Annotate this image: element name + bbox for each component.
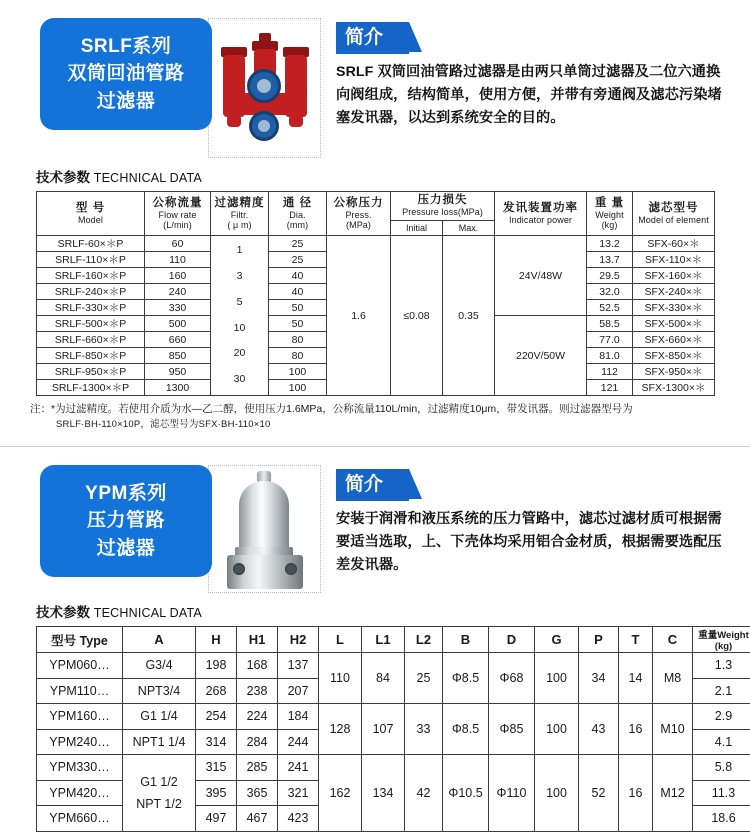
cell-h: 314 (196, 729, 237, 755)
cell-loss-initial: ≤0.08 (391, 236, 443, 396)
cell-l: 128 (319, 704, 362, 755)
duplex-filter-illustration (215, 33, 315, 143)
cell-weight: 13.2 (587, 236, 633, 252)
cell-thread-a (123, 755, 196, 832)
cell-h1: 284 (237, 729, 278, 755)
cell-b: Φ8.5 (443, 653, 489, 704)
cell-nominal-pressure: 1.6 (327, 236, 391, 396)
cell-weight: 18.6 (693, 806, 750, 832)
tech-data-heading-ypm (36, 601, 750, 621)
cell-flow-rate: 60 (145, 236, 211, 252)
thread-a-line-2: NPT 1/2 (136, 796, 182, 811)
cell-flow-rate: 240 (145, 284, 211, 300)
cell-element-model: SFX-330×＊ (633, 300, 715, 316)
cell-thread-a: G3/4 (123, 653, 196, 679)
cell-loss-max: 0.35 (443, 236, 495, 396)
intro-text-srlf: SRLF 双筒回油管路过滤器是由两只单筒过滤器及二位六通换向阀组成，结构简单，使用方便，并带有旁通阀及滤芯污染堵塞发讯器，以达到系统安全的目的。 (336, 64, 722, 126)
cell-weight: 112 (587, 364, 633, 380)
cell-diameter: 25 (269, 252, 327, 268)
cell-model: SRLF-850×＊P (37, 348, 145, 364)
product-photo-ypm (208, 465, 321, 593)
cell-h2: 207 (278, 678, 319, 704)
cell-filtration (211, 236, 269, 396)
table-note-srlf (30, 402, 750, 432)
cell-type: YPM160… (37, 704, 123, 730)
cell-model: SRLF-660×＊P (37, 332, 145, 348)
title-line-3: 过滤器 (96, 90, 156, 112)
cell-element-model: SFX-1300×＊ (633, 380, 715, 396)
cell-c: M8 (653, 653, 693, 704)
tech-data-heading-en: TECHNICAL DATA (93, 606, 202, 620)
cell-weight: 13.7 (587, 252, 633, 268)
th-l2: L2 (405, 627, 443, 653)
table-row (37, 704, 750, 730)
cell-h: 198 (196, 653, 237, 679)
filtration-value: 5 (236, 295, 243, 308)
cell-flow-rate: 950 (145, 364, 211, 380)
cell-c: M12 (653, 755, 693, 832)
cell-weight: 2.9 (693, 704, 750, 730)
filtration-value: 20 (233, 347, 246, 360)
cell-model: SRLF-110×＊P (37, 252, 145, 268)
cell-h1: 467 (237, 806, 278, 832)
tech-data-heading-cn: 技术参数 (36, 170, 90, 185)
note-line-2: SRLF·BH-110×10P，滤芯型号为SFX·BH-110×10 (56, 418, 271, 430)
th-h: H (196, 627, 237, 653)
cell-diameter: 80 (269, 348, 327, 364)
cell-element-model: SFX-950×＊ (633, 364, 715, 380)
th-weight-kg: 重量Weight (kg) (693, 627, 750, 653)
cell-b: Φ8.5 (443, 704, 489, 755)
cell-model: SRLF-330×＊P (37, 300, 145, 316)
cell-h2: 137 (278, 653, 319, 679)
cell-weight: 29.5 (587, 268, 633, 284)
tech-data-heading-cn: 技术参数 (36, 605, 90, 620)
tech-data-heading-srlf (36, 166, 750, 186)
cell-c: M10 (653, 704, 693, 755)
cell-h1: 285 (237, 755, 278, 781)
th-filtration: 过滤精度 Filtr. ( μ m) (211, 192, 269, 236)
cell-l: 162 (319, 755, 362, 832)
intro-badge-srlf: 简介 (336, 22, 409, 54)
title-line-2: 压力管路 (86, 510, 165, 532)
cell-model: SRLF-950×＊P (37, 364, 145, 380)
cell-p: 52 (579, 755, 619, 832)
cell-weight: 52.5 (587, 300, 633, 316)
cell-g: 100 (535, 704, 579, 755)
cell-element-model: SFX-110×＊ (633, 252, 715, 268)
pressure-filter-illustration (223, 467, 307, 591)
cell-weight: 1.3 (693, 653, 750, 679)
cell-thread-a: G1 1/4 (123, 704, 196, 730)
th-t: T (619, 627, 653, 653)
th-h2: H2 (278, 627, 319, 653)
intro-badge-ypm: 简介 (336, 469, 409, 501)
thread-a-line-1: G1 1/2 (140, 774, 178, 789)
cell-g: 100 (535, 653, 579, 704)
cell-h: 254 (196, 704, 237, 730)
cell-model: SRLF-60×＊P (37, 236, 145, 252)
spec-table-srlf (36, 191, 715, 396)
th-g: G (535, 627, 579, 653)
table-header-row (37, 627, 750, 653)
cell-weight: 32.0 (587, 284, 633, 300)
cell-diameter: 50 (269, 300, 327, 316)
th-model: 型 号 Model (37, 192, 145, 236)
cell-indicator-power-2: 220V/50W (495, 316, 587, 396)
cell-h2: 321 (278, 780, 319, 806)
th-pressure-loss: 压力损失 Pressure loss(MPa) (391, 192, 495, 221)
cell-thread-a: NPT3/4 (123, 678, 196, 704)
cell-t: 14 (619, 653, 653, 704)
th-element-model: 滤芯型号 Model of element (633, 192, 715, 236)
cell-model: SRLF-160×＊P (37, 268, 145, 284)
cell-l: 110 (319, 653, 362, 704)
section-ypm (0, 447, 750, 832)
cell-diameter: 25 (269, 236, 327, 252)
spec-table-ypm (36, 626, 750, 832)
cell-weight: 58.5 (587, 316, 633, 332)
cell-h1: 168 (237, 653, 278, 679)
hero-ypm (0, 447, 750, 593)
cell-h2: 241 (278, 755, 319, 781)
cell-weight: 2.1 (693, 678, 750, 704)
table-row (37, 236, 715, 252)
hero-right-ypm (330, 465, 750, 577)
cell-diameter: 40 (269, 268, 327, 284)
th-loss-max: Max. (443, 220, 495, 235)
cell-l1: 107 (362, 704, 405, 755)
cell-diameter: 80 (269, 332, 327, 348)
table-row (37, 653, 750, 679)
note-line-1: 注：*为过滤精度。若使用介质为水—乙二醇，使用压力1.6MPa，公称流量110L/min，过滤精度10μm，带发讯器。则过滤器型号为 (30, 403, 633, 415)
cell-g: 100 (535, 755, 579, 832)
cell-h2: 184 (278, 704, 319, 730)
cell-d: Φ68 (489, 653, 535, 704)
cell-l1: 134 (362, 755, 405, 832)
th-l1: L1 (362, 627, 405, 653)
cell-model: SRLF-1300×＊P (37, 380, 145, 396)
title-line-3: 过滤器 (96, 537, 156, 559)
th-p: P (579, 627, 619, 653)
cell-diameter: 100 (269, 380, 327, 396)
cell-l2: 33 (405, 704, 443, 755)
cell-thread-a: NPT1 1/4 (123, 729, 196, 755)
product-title-card-ypm (40, 465, 212, 577)
cell-type: YPM110… (37, 678, 123, 704)
th-type: 型号 Type (37, 627, 123, 653)
th-diameter: 通 径 Dia. (mm) (269, 192, 327, 236)
th-flow-rate: 公称流量 Flow rate (L/min) (145, 192, 211, 236)
cell-flow-rate: 1300 (145, 380, 211, 396)
cell-d: Φ85 (489, 704, 535, 755)
product-photo-srlf (208, 18, 321, 158)
cell-l2: 25 (405, 653, 443, 704)
th-c: C (653, 627, 693, 653)
th-d: D (489, 627, 535, 653)
hero-left-srlf (0, 18, 330, 158)
cell-h: 395 (196, 780, 237, 806)
cell-h: 268 (196, 678, 237, 704)
cell-h: 497 (196, 806, 237, 832)
cell-b: Φ10.5 (443, 755, 489, 832)
cell-element-model: SFX-60×＊ (633, 236, 715, 252)
cell-h1: 238 (237, 678, 278, 704)
th-weight: 重 量 Weight (kg) (587, 192, 633, 236)
cell-weight: 77.0 (587, 332, 633, 348)
cell-h1: 224 (237, 704, 278, 730)
cell-h2: 423 (278, 806, 319, 832)
title-line-1: SRLF系列 (80, 35, 172, 57)
intro-text-ypm: 安装于润滑和液压系统的压力管路中，滤芯过滤材质可根据需要适当选取，上、下壳体均采用铝合金材质，根据需要选配压差发讯器。 (336, 511, 722, 573)
cell-flow-rate: 660 (145, 332, 211, 348)
cell-element-model: SFX-850×＊ (633, 348, 715, 364)
th-a: A (123, 627, 196, 653)
cell-diameter: 50 (269, 316, 327, 332)
cell-flow-rate: 160 (145, 268, 211, 284)
product-title-card-srlf (40, 18, 212, 130)
cell-flow-rate: 110 (145, 252, 211, 268)
filtration-value: 3 (236, 270, 243, 283)
cell-type: YPM330… (37, 755, 123, 781)
title-line-2: 双筒回油管路 (67, 63, 185, 85)
th-loss-initial: Initial (391, 220, 443, 235)
cell-t: 16 (619, 704, 653, 755)
table-row (37, 755, 750, 781)
cell-diameter: 40 (269, 284, 327, 300)
th-h1: H1 (237, 627, 278, 653)
cell-diameter: 100 (269, 364, 327, 380)
cell-weight: 5.8 (693, 755, 750, 781)
hero-srlf (0, 0, 750, 158)
cell-indicator-power-1: 24V/48W (495, 236, 587, 316)
cell-p: 43 (579, 704, 619, 755)
title-line-1: YPM系列 (85, 482, 167, 504)
cell-type: YPM240… (37, 729, 123, 755)
table-header-row (37, 192, 715, 221)
cell-l1: 84 (362, 653, 405, 704)
cell-weight: 11.3 (693, 780, 750, 806)
cell-h1: 365 (237, 780, 278, 806)
th-pressure: 公称压力 Press. (MPa) (327, 192, 391, 236)
th-l: L (319, 627, 362, 653)
cell-element-model: SFX-160×＊ (633, 268, 715, 284)
cell-type: YPM420… (37, 780, 123, 806)
cell-model: SRLF-500×＊P (37, 316, 145, 332)
cell-flow-rate: 500 (145, 316, 211, 332)
filtration-value: 1 (236, 244, 243, 257)
cell-model: SRLF-240×＊P (37, 284, 145, 300)
filtration-value: 10 (233, 321, 246, 334)
hero-right-srlf (330, 18, 750, 130)
cell-type: YPM660… (37, 806, 123, 832)
cell-t: 16 (619, 755, 653, 832)
hero-left-ypm (0, 465, 330, 593)
cell-flow-rate: 850 (145, 348, 211, 364)
cell-h: 315 (196, 755, 237, 781)
filtration-value: 30 (233, 372, 246, 385)
cell-l2: 42 (405, 755, 443, 832)
cell-element-model: SFX-660×＊ (633, 332, 715, 348)
tech-data-heading-en: TECHNICAL DATA (93, 171, 202, 185)
cell-element-model: SFX-240×＊ (633, 284, 715, 300)
cell-weight: 4.1 (693, 729, 750, 755)
cell-p: 34 (579, 653, 619, 704)
cell-weight: 121 (587, 380, 633, 396)
cell-flow-rate: 330 (145, 300, 211, 316)
cell-element-model: SFX-500×＊ (633, 316, 715, 332)
cell-h2: 244 (278, 729, 319, 755)
cell-weight: 81.0 (587, 348, 633, 364)
th-indicator-power: 发讯装置功率 Indicator power (495, 192, 587, 236)
cell-d: Φ110 (489, 755, 535, 832)
cell-type: YPM060… (37, 653, 123, 679)
th-b: B (443, 627, 489, 653)
